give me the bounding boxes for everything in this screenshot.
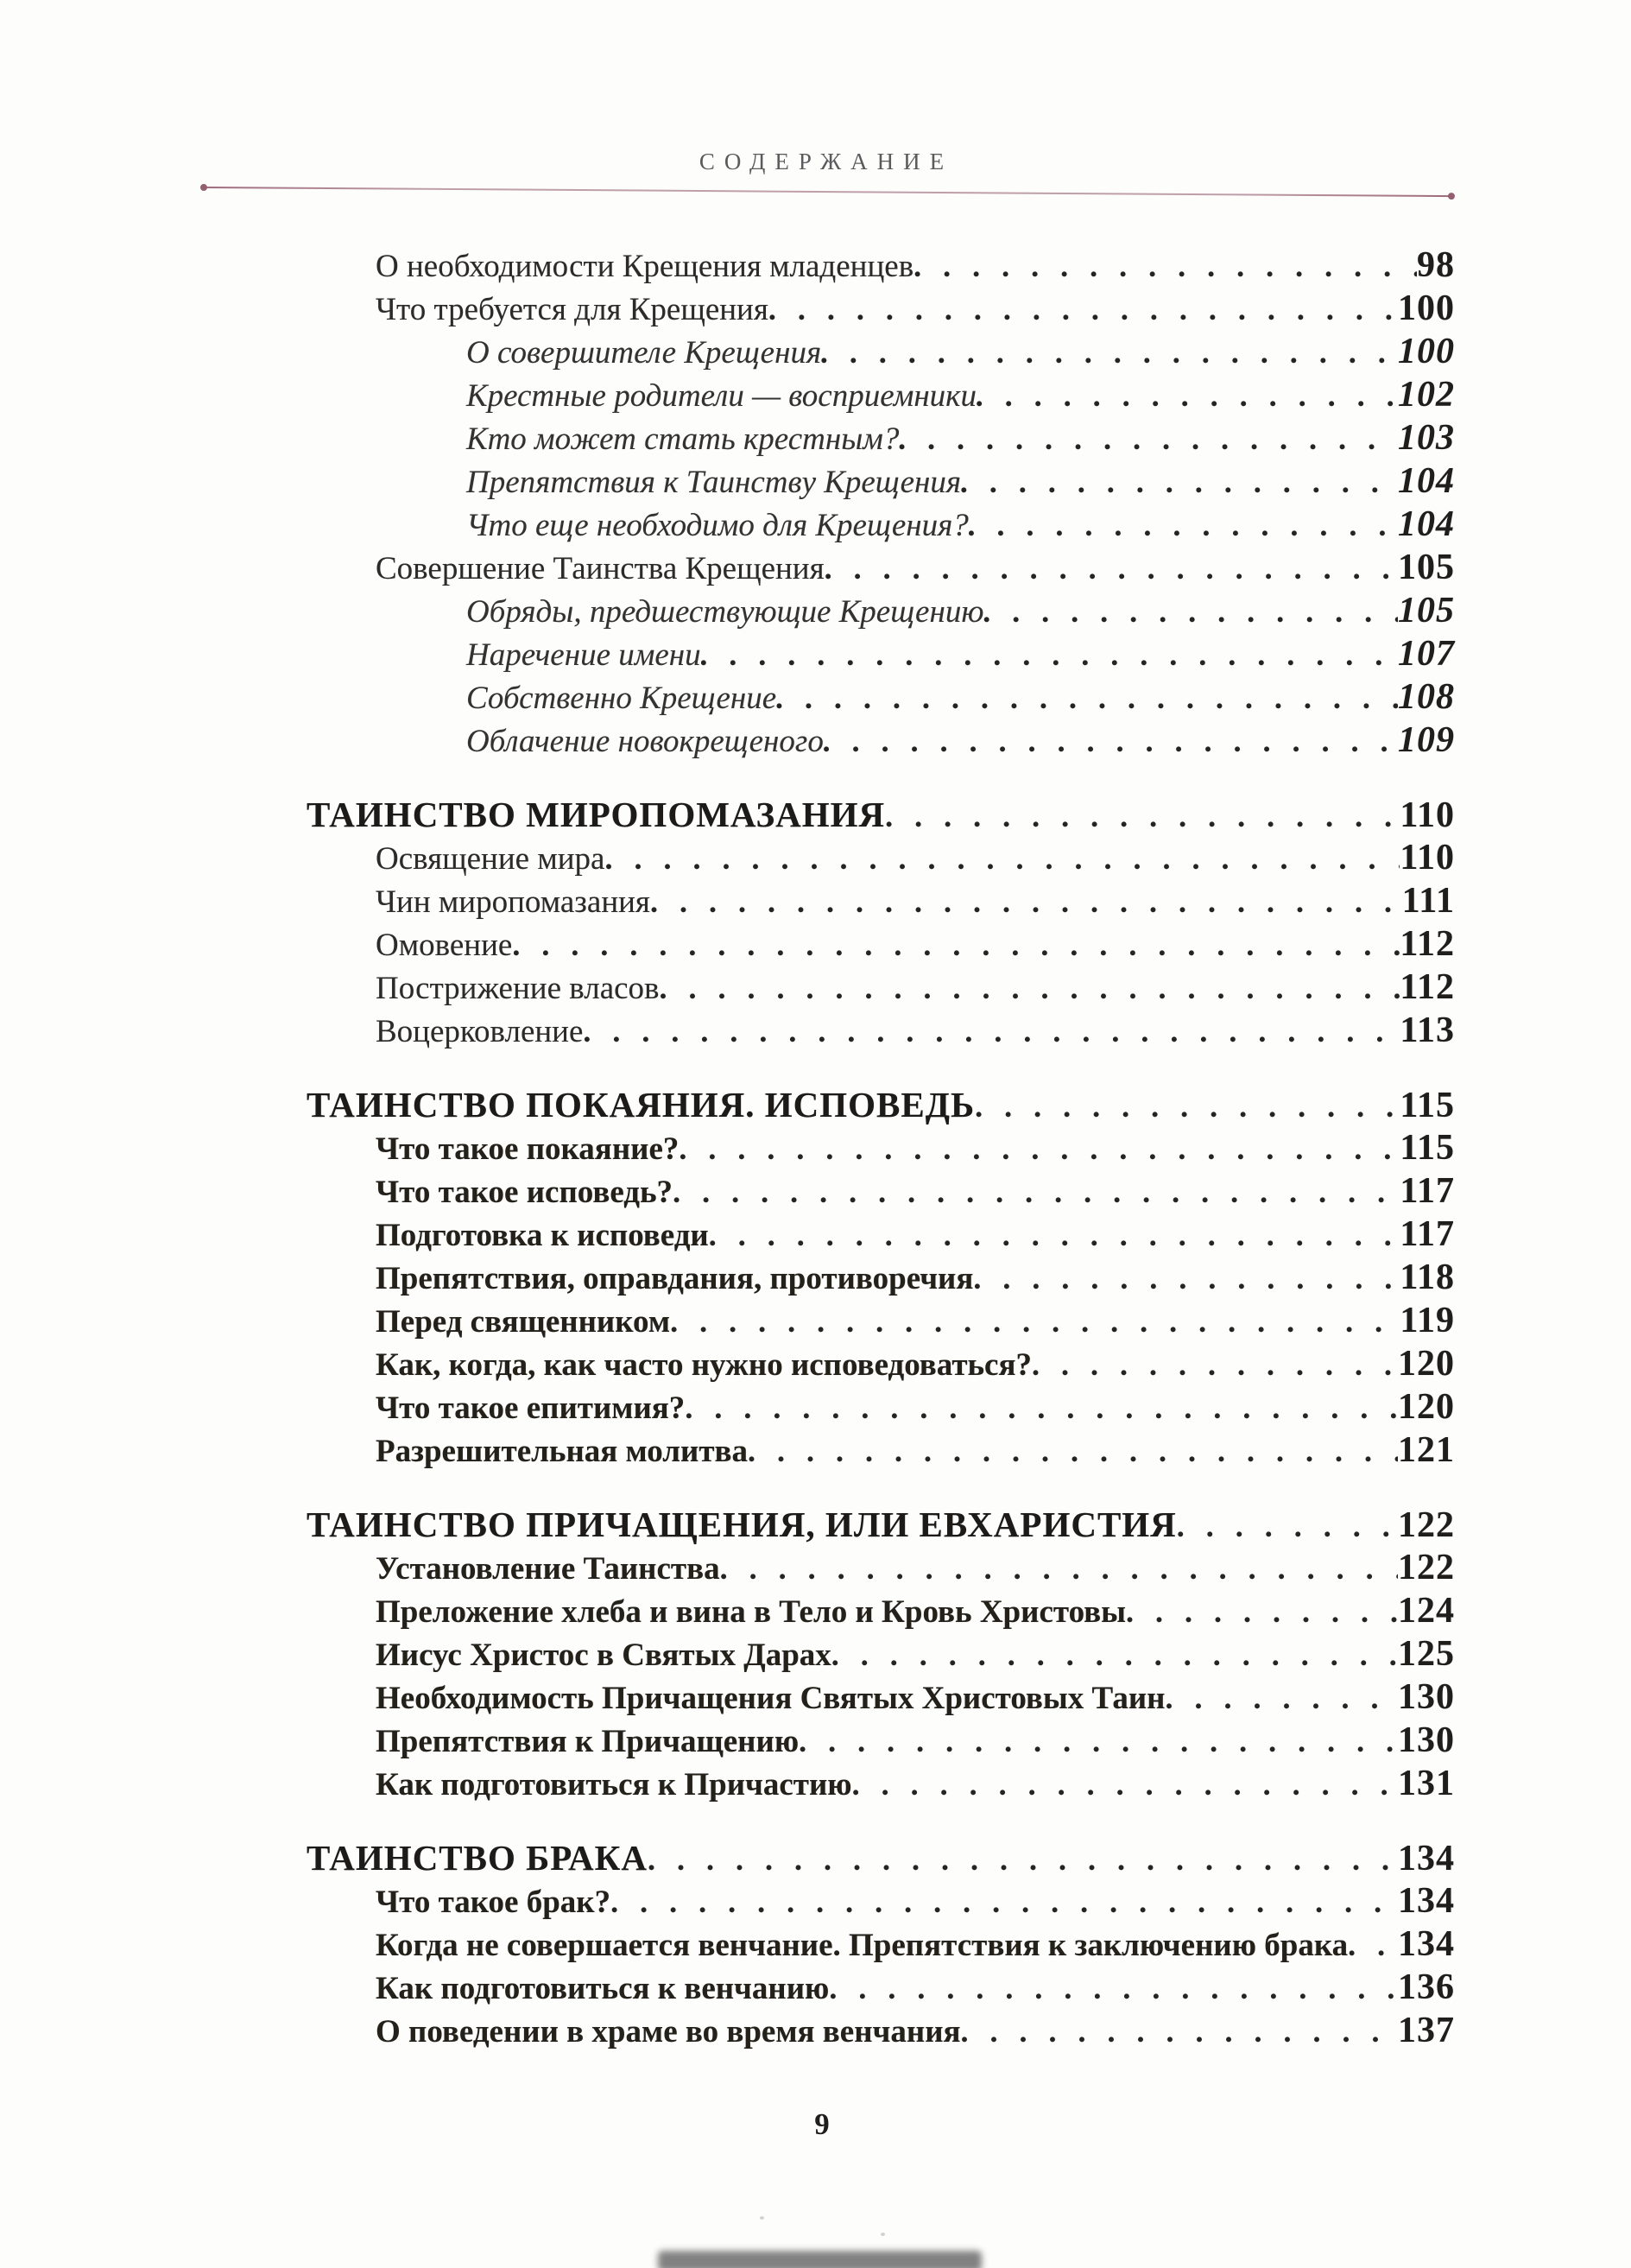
dot-leader (852, 1763, 1398, 1806)
toc-entry-page: 136 (1398, 1967, 1455, 2007)
toc-entry-label: Установление Таинства (376, 1551, 720, 1587)
toc-entry-page: 112 (1400, 967, 1455, 1007)
header-rule (203, 187, 1452, 197)
toc-entry-label: Крестные родители — восприемники (466, 378, 977, 414)
toc-entry-label: ТАИНСТВО ПОКАЯНИЯ. ИСПОВЕДЬ (307, 1085, 976, 1124)
toc-entry-page: 104 (1398, 504, 1455, 544)
toc-entry-label: О необходимости Крещения младенцев (376, 249, 914, 284)
toc-entry (307, 922, 1455, 966)
toc-entry-label: Подготовка к исповеди (376, 1218, 709, 1253)
toc-entry-label: Пострижение власов (376, 971, 660, 1006)
toc-entry-page: 107 (1398, 634, 1455, 674)
toc-entry (307, 1546, 1455, 1589)
toc-entry (307, 675, 1455, 719)
toc-entry (307, 459, 1455, 503)
dot-leader (829, 1967, 1398, 2010)
dot-leader (913, 244, 1417, 288)
toc-entry-page: 134 (1398, 1881, 1455, 1921)
toc-entry-label: Препятствия к Таинству Крещения (466, 465, 962, 500)
dot-leader (583, 1010, 1400, 1053)
toc-entry (307, 373, 1455, 416)
dot-leader (679, 1127, 1400, 1170)
toc-entry-page: 122 (1398, 1548, 1455, 1587)
scan-speck (881, 2233, 885, 2236)
dot-leader (650, 880, 1402, 923)
dot-leader (768, 288, 1398, 331)
toc-entry-page: 110 (1400, 795, 1455, 835)
toc-section-heading (307, 1083, 1455, 1126)
toc-entry (307, 287, 1455, 330)
dot-leader (709, 1213, 1400, 1257)
dot-leader (670, 1300, 1400, 1343)
toc-entry-label: Преложение хлеба и вина в Тело и Кровь Христовы (376, 1594, 1127, 1630)
toc-section-heading (307, 793, 1455, 836)
dot-leader (604, 837, 1400, 880)
toc-entry (307, 836, 1455, 879)
toc-section-heading (307, 1836, 1455, 1879)
toc-entry-label: ТАИНСТВО ПРИЧАЩЕНИЯ, ИЛИ ЕВХАРИСТИЯ (307, 1505, 1177, 1544)
toc-entry-label: Что такое покаяние? (376, 1131, 680, 1167)
toc-entry-label: Омовение (376, 928, 513, 963)
toc-entry-page: 134 (1398, 1839, 1455, 1878)
toc-entry-page: 137 (1398, 2011, 1455, 2050)
dot-leader (885, 795, 1400, 838)
toc-entry (307, 1676, 1455, 1719)
toc-entry-label: ТАИНСТВО БРАКА (307, 1838, 648, 1878)
dot-leader (720, 1547, 1398, 1590)
toc-entry-page: 122 (1398, 1505, 1455, 1545)
toc-entry-page: 130 (1398, 1720, 1455, 1760)
toc-entry-label: Собственно Крещение (466, 681, 777, 716)
toc-entry (307, 416, 1455, 459)
toc-entry-label: Как подготовиться к венчанию (376, 1971, 830, 2006)
toc-entry (307, 879, 1455, 922)
toc-entry-label: Как подготовиться к Причастию (376, 1767, 852, 1802)
toc-entry-page: 131 (1398, 1764, 1455, 1803)
dot-leader (899, 417, 1398, 460)
dot-leader (748, 1429, 1398, 1473)
page-title: СОДЕРЖАНИЕ (699, 149, 954, 174)
toc-entry-label: Что такое брак? (376, 1885, 611, 1920)
dot-leader (824, 719, 1398, 763)
toc-entry (307, 1256, 1455, 1299)
rule-left-dot (200, 184, 207, 191)
toc-entry (307, 1879, 1455, 1923)
toc-entry (307, 1632, 1455, 1676)
dot-leader (961, 2010, 1398, 2053)
toc-entry (307, 632, 1455, 675)
toc-section-heading (307, 1503, 1455, 1546)
toc-entry-page: 115 (1400, 1086, 1455, 1125)
toc-entry (307, 244, 1455, 287)
toc-entry-label: Когда не совершается венчание. Препятствия к заключению брака (376, 1928, 1349, 1963)
toc-entry-page: 105 (1398, 548, 1455, 587)
dot-leader (701, 633, 1398, 676)
dot-leader (1032, 1343, 1398, 1386)
toc-entry-label: Необходимость Причащения Святых Христовых Таин (376, 1681, 1166, 1716)
folio-page-number: 9 (814, 2107, 830, 2141)
toc-entry-page: 120 (1398, 1387, 1455, 1427)
dot-leader (610, 1880, 1398, 1923)
toc-entry (307, 1126, 1455, 1169)
toc-entry (307, 330, 1455, 373)
toc-entry (307, 1589, 1455, 1632)
toc-entry (307, 2009, 1455, 2052)
toc-entry-page: 117 (1400, 1214, 1455, 1254)
toc-entry (307, 1762, 1455, 1805)
toc-entry-page: 110 (1400, 838, 1455, 877)
toc-entry-page: 119 (1400, 1301, 1455, 1340)
dot-leader (673, 1170, 1400, 1213)
table-of-contents (307, 244, 1455, 2052)
dot-leader (1348, 1923, 1398, 1967)
dot-leader (512, 923, 1400, 966)
toc-entry-page: 117 (1400, 1171, 1455, 1211)
dot-leader (969, 504, 1398, 547)
toc-entry-page: 98 (1417, 245, 1455, 285)
dot-leader (1126, 1590, 1398, 1633)
toc-entry (307, 1966, 1455, 2009)
dot-leader (1165, 1676, 1398, 1720)
toc-entry-label: Обряды, предшествующие Крещению (466, 594, 984, 630)
toc-entry-page: 125 (1398, 1634, 1455, 1674)
dot-leader (831, 1633, 1398, 1676)
dot-leader (799, 1720, 1398, 1763)
toc-entry-label: Что такое епитимия? (376, 1391, 686, 1426)
dot-leader (660, 966, 1400, 1010)
toc-entry (307, 546, 1455, 589)
toc-entry (307, 1719, 1455, 1762)
dot-leader (973, 1257, 1400, 1300)
toc-entry (307, 1923, 1455, 1966)
toc-entry-page: 124 (1398, 1591, 1455, 1631)
dot-leader (648, 1838, 1398, 1881)
dot-leader (1177, 1505, 1398, 1548)
toc-entry-page: 120 (1398, 1344, 1455, 1384)
toc-entry-label: Разрешительная молитва (376, 1434, 748, 1469)
toc-entry (307, 1429, 1455, 1472)
toc-entry-label: Перед священником (376, 1304, 671, 1340)
toc-entry-page: 130 (1398, 1677, 1455, 1717)
dot-leader (685, 1386, 1398, 1429)
toc-entry (307, 1169, 1455, 1213)
toc-entry-label: Совершение Таинства Крещения (376, 551, 825, 586)
toc-entry-label: Что такое исповедь? (376, 1175, 673, 1210)
dot-leader (776, 676, 1398, 719)
toc-entry (307, 966, 1455, 1009)
toc-entry (307, 1342, 1455, 1385)
dot-leader (983, 590, 1398, 633)
toc-entry-label: Как, когда, как часто нужно исповедоваться? (376, 1347, 1032, 1383)
toc-entry (307, 719, 1455, 762)
toc-entry (307, 1009, 1455, 1052)
toc-entry-page: 105 (1398, 591, 1455, 630)
toc-entry-page: 100 (1398, 288, 1455, 328)
toc-entry-label: Освящение мира (376, 841, 605, 877)
scan-artifact-bar (658, 2251, 982, 2268)
dot-leader (975, 1085, 1400, 1128)
toc-entry-label: Препятствия, оправдания, противоречия (376, 1261, 974, 1296)
toc-entry (307, 1385, 1455, 1429)
toc-entry (307, 1299, 1455, 1342)
toc-entry (307, 503, 1455, 546)
dot-leader (977, 374, 1398, 417)
toc-entry-page: 102 (1398, 375, 1455, 415)
toc-entry-label: О поведении в храме во время венчания (376, 2014, 961, 2049)
toc-entry-page: 111 (1401, 881, 1455, 921)
toc-entry-label: Наречение имени (466, 637, 701, 673)
toc-entry-label: Чин миропомазания (376, 884, 650, 920)
toc-entry-page: 134 (1398, 1924, 1455, 1964)
toc-entry-page: 115 (1400, 1128, 1455, 1168)
toc-entry-label: Воцерковление (376, 1014, 584, 1049)
toc-entry-label: Иисус Христос в Святых Дарах (376, 1638, 831, 1673)
toc-entry-page: 113 (1400, 1010, 1455, 1050)
toc-entry-page: 121 (1398, 1430, 1455, 1470)
toc-entry-page: 109 (1398, 720, 1455, 760)
toc-entry-label: О совершителе Крещения (466, 335, 822, 371)
dot-leader (825, 547, 1398, 590)
toc-entry-page: 104 (1398, 461, 1455, 501)
toc-entry (307, 1213, 1455, 1256)
toc-entry-label: Препятствия к Причащению (376, 1724, 800, 1759)
toc-entry-label: Кто может стать крестным? (466, 421, 900, 457)
rule-right-dot (1448, 193, 1455, 200)
dot-leader (961, 460, 1398, 504)
toc-entry-label: Что еще необходимо для Крещения? (466, 508, 969, 543)
toc-entry-page: 103 (1398, 418, 1455, 458)
toc-entry (307, 589, 1455, 632)
toc-entry-label: Облачение новокрещеного (466, 724, 824, 759)
toc-entry-page: 108 (1398, 677, 1455, 717)
dot-leader (821, 331, 1398, 374)
toc-entry-label: ТАИНСТВО МИРОПОМАЗАНИЯ (307, 795, 886, 834)
toc-entry-page: 100 (1398, 332, 1455, 371)
toc-entry-page: 112 (1400, 924, 1455, 964)
toc-entry-label: Что требуется для Крещения (376, 292, 768, 327)
scan-speck (760, 2216, 764, 2220)
toc-entry-page: 118 (1400, 1258, 1455, 1297)
